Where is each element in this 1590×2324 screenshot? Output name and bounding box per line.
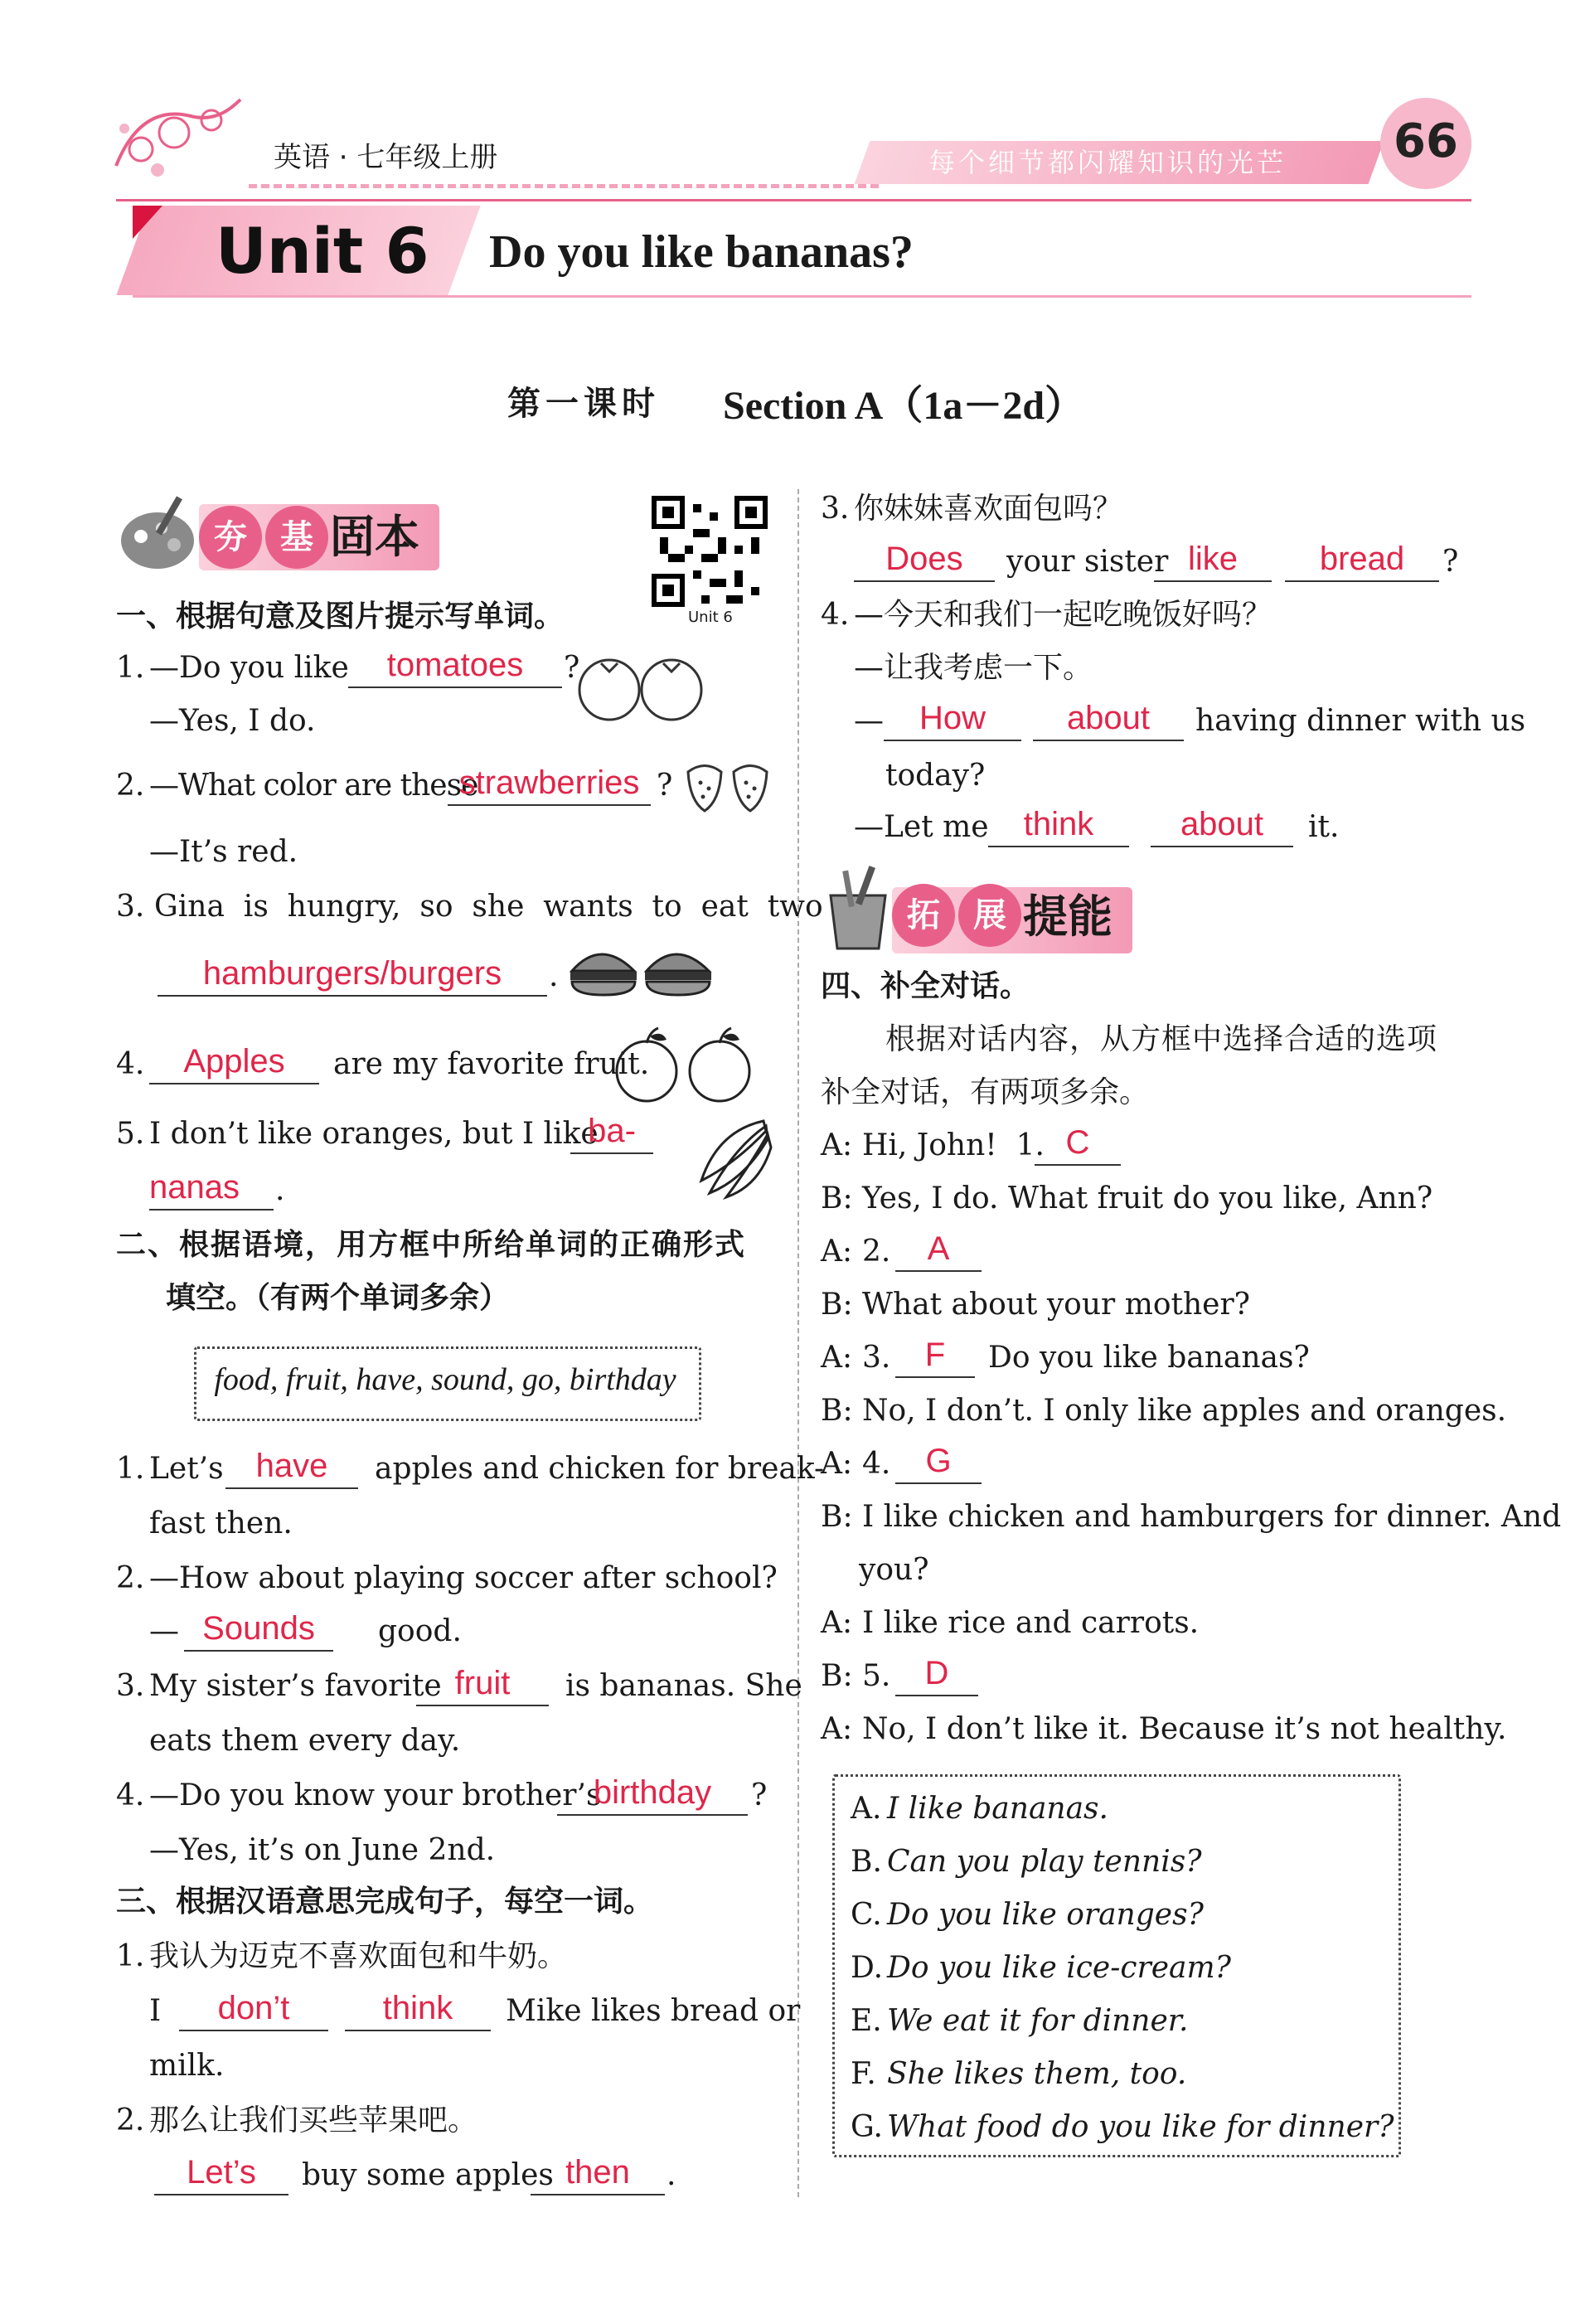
- p3q3-post: ?: [1442, 545, 1459, 579]
- p1q5-answer-2: nanas: [149, 1169, 240, 1206]
- dialog-answer: A: [927, 1230, 950, 1267]
- p3q3-answer-2: like: [1187, 541, 1239, 577]
- column-divider: [797, 489, 799, 2197]
- p3q2-blank-1: [154, 2194, 288, 2195]
- p3q2-mid: buy some apples: [302, 2158, 554, 2192]
- dialog-line: What about your mother?: [862, 1288, 1250, 1322]
- dialog-answer: G: [925, 1443, 952, 1479]
- p3q4-blank-3: [988, 846, 1129, 847]
- p3q1-cont: milk.: [149, 2049, 225, 2083]
- option-letter: E.: [851, 2004, 882, 2038]
- dialog-line: I like chicken and hamburgers for dinner. And: [862, 1500, 1562, 1534]
- p3q4-num: 4.: [821, 598, 850, 632]
- p3q4-post2: it.: [1308, 810, 1340, 844]
- part2-title-2: 填空。（有两个单词多余）: [166, 1281, 510, 1315]
- p2q2-answer: Sounds: [202, 1610, 315, 1647]
- p2q3-num: 3.: [116, 1669, 145, 1703]
- dialog-line: Yes, I do. What fruit do you like, Ann?: [862, 1181, 1433, 1215]
- p3q4-answer-3: think: [1023, 806, 1094, 842]
- dialog-line: 4.: [862, 1447, 891, 1481]
- p1q5-post: .: [275, 1173, 285, 1207]
- p3q4-answer-1: How: [919, 700, 986, 736]
- dialog-blank: [895, 1695, 978, 1696]
- qr-label: Unit 6: [688, 609, 733, 626]
- p3q3-answer-3: bread: [1319, 541, 1405, 577]
- dialog-blank: [895, 1482, 982, 1484]
- part4-title: 四、补全对话。: [821, 969, 1030, 1003]
- p3q2-answer-2: then: [565, 2154, 630, 2191]
- p3q2-blank-2: [531, 2194, 665, 2195]
- hamburgers-icon: [564, 934, 721, 1008]
- motto-text: 每个细节都闪耀知识的光芒: [928, 147, 1287, 178]
- p1q3-post: .: [549, 959, 559, 993]
- p2q4-reply: —Yes, it’s on June 2nd.: [149, 1833, 496, 1867]
- option-text: She likes them, too.: [887, 2057, 1187, 2091]
- p2q2-text: —How about playing soccer after school?: [149, 1561, 778, 1595]
- p1q3-text: Gina is hungry, so she wants to eat two: [154, 890, 823, 924]
- page-number: 66: [1394, 114, 1458, 168]
- p3q2-answer-1: Let’s: [187, 2154, 256, 2191]
- p1q3-answer: hamburgers/burgers: [202, 955, 502, 992]
- dialog-blank: [895, 1376, 975, 1378]
- option-letter: A.: [851, 1792, 882, 1826]
- unit-triangle: [133, 206, 162, 239]
- dialog-speaker: A:: [821, 1235, 853, 1269]
- p2q3-blank: [416, 1705, 549, 1706]
- option-text: Do you like oranges?: [887, 1898, 1204, 1932]
- p1q1-answer: tomatoes: [386, 647, 524, 683]
- p1q1-reply: —Yes, I do.: [149, 704, 316, 738]
- p1q1-pre: —Do you like: [149, 651, 349, 685]
- part4-instr-2: 补全对话，有两项多余。: [821, 1075, 1150, 1109]
- p3q3-blank-3: [1285, 580, 1439, 582]
- dialog-speaker: B:: [821, 1181, 853, 1215]
- p1q4-answer: Apples: [183, 1043, 285, 1080]
- p1q2-blank: [448, 804, 651, 806]
- dialog-blank: [1035, 1164, 1121, 1166]
- p3q4-blank-4: [1151, 846, 1293, 847]
- p3q4-chinese-2: —让我考虑一下。: [854, 651, 1093, 685]
- bucket-icon: [821, 862, 895, 953]
- wordbox-text: food, fruit, have, sound, go, birthday: [214, 1362, 676, 1397]
- p2q1-blank: [225, 1487, 358, 1489]
- p2q2-blank: [184, 1650, 333, 1652]
- option-letter: B.: [851, 1845, 882, 1879]
- p3q1-post: Mike likes bread or: [506, 1994, 801, 2028]
- dialog-speaker: A:: [821, 1341, 853, 1375]
- p3q2-num: 2.: [116, 2103, 145, 2137]
- p3q4-blank-1: [884, 740, 1021, 741]
- p3q3-num: 3.: [821, 492, 850, 526]
- unit-title: Do you like bananas?: [489, 226, 914, 278]
- option-text: Do you like ice-cream?: [887, 1951, 1231, 1985]
- p2q2-dash: —: [149, 1614, 179, 1648]
- header-rule: [116, 199, 1471, 201]
- strawberries-icon: [680, 751, 779, 818]
- dialog-line: No, I don’t. I only like apples and oranges.: [862, 1394, 1507, 1428]
- p1q3-num: 3.: [116, 890, 145, 924]
- p3q4-pre2: —Let me: [854, 810, 989, 844]
- p2q1-cont: fast then.: [149, 1506, 293, 1540]
- part2-title: 二、根据语境，用方框中所给单词的正确形式: [116, 1228, 747, 1262]
- part1-title: 一、根据句意及图片提示写单词。: [116, 599, 565, 633]
- p3q3-answer-1: Does: [885, 541, 963, 577]
- badge-extend-chars: [892, 884, 1025, 947]
- badge-basic-chars: [199, 506, 332, 569]
- book-title: 英语 · 七年级上册: [274, 141, 498, 174]
- apples-icon: [612, 1025, 761, 1104]
- p2q3-cont: eats them every day.: [149, 1724, 461, 1758]
- p2q3-pre: My sister’s favorite: [149, 1669, 442, 1703]
- p3q3-mid: your sister: [1006, 545, 1169, 579]
- badge-char-4: 展: [958, 884, 1021, 947]
- dialog-speaker: A:: [821, 1447, 853, 1481]
- option-letter: C.: [851, 1898, 882, 1932]
- p2q4-post: ?: [751, 1778, 768, 1812]
- badge-extend-text: 提能: [1023, 890, 1113, 943]
- p3q1-answer-2: think: [382, 1990, 453, 2026]
- p1q4-blank: [149, 1083, 319, 1084]
- p2q1-post: apples and chicken for break-: [375, 1452, 825, 1486]
- p1q2-post: ?: [657, 769, 673, 803]
- dialog-answer: F: [924, 1337, 946, 1373]
- p3q4-chinese: —今天和我们一起吃晚饭好吗？: [854, 598, 1272, 632]
- unit-label: Unit 6: [216, 214, 429, 288]
- p1q1-blank: [348, 687, 562, 688]
- p2q3-answer: fruit: [454, 1665, 511, 1701]
- p1q1-num: 1.: [116, 651, 145, 685]
- p3q4-answer-2: about: [1066, 700, 1151, 736]
- p3q4-blank-2: [1033, 740, 1184, 741]
- header-dashed-line: [249, 184, 879, 188]
- p2q4-pre: —Do you know your brother’s: [149, 1778, 602, 1812]
- p3q1-pre: I: [149, 1994, 162, 2028]
- p2q4-num: 4.: [116, 1778, 145, 1812]
- p3q4-answer-4: about: [1180, 806, 1264, 842]
- dialog-speaker: B:: [821, 1394, 853, 1428]
- option-text: Can you play tennis?: [887, 1845, 1202, 1879]
- option-letter: D.: [851, 1951, 884, 1985]
- part3-title: 三、根据汉语意思完成句子，每空一词。: [116, 1885, 654, 1919]
- p3q4-cont: today?: [885, 759, 986, 793]
- p3q2-post: .: [667, 2158, 676, 2192]
- p3q4-post: having dinner with us: [1195, 704, 1526, 738]
- option-letter: G.: [851, 2110, 883, 2144]
- p2q1-answer: have: [255, 1448, 328, 1484]
- dialog-line: you?: [859, 1553, 929, 1587]
- dialog-speaker: A:: [821, 1712, 853, 1746]
- tomatoes-icon: [572, 655, 713, 721]
- p1q5-num: 5.: [116, 1117, 145, 1151]
- p3q3-chinese: 你妹妹喜欢面包吗？: [854, 492, 1123, 526]
- lesson-label: 第一课时: [507, 385, 660, 423]
- p1q1-post: ?: [564, 651, 580, 685]
- dialog-speaker: B:: [821, 1659, 853, 1693]
- badge-char-1: 夯: [199, 506, 262, 569]
- p1q4-num: 4.: [116, 1047, 145, 1081]
- p3q1-blank-1: [179, 2030, 328, 2031]
- dialog-line: Hi, John! 1.: [862, 1128, 1045, 1162]
- badge-char-3: 拓: [892, 884, 955, 947]
- option-text: What food do you like for dinner?: [887, 2110, 1394, 2144]
- p1q5-blank-1: [570, 1152, 653, 1154]
- p1q2-answer: strawberries: [458, 764, 640, 801]
- p3q1-blank-2: [345, 2030, 491, 2031]
- p2q2-post: good.: [378, 1614, 462, 1648]
- palette-icon: [116, 491, 199, 574]
- badge-char-2: 基: [265, 506, 328, 569]
- p1q5-answer-1: ba-: [588, 1113, 636, 1149]
- p1q2-reply: —It’s red.: [149, 835, 298, 869]
- p1q2-num: 2.: [116, 769, 145, 803]
- dialog-speaker: A:: [821, 1606, 853, 1640]
- unit-rule: [133, 295, 1471, 298]
- dialog-speaker: A:: [821, 1128, 853, 1162]
- dialog-answer: C: [1065, 1124, 1090, 1161]
- p2q3-post: is bananas. She: [565, 1669, 802, 1703]
- p2q4-answer: birthday: [593, 1774, 712, 1811]
- p3q1-num: 1.: [116, 1939, 145, 1973]
- p1q5-text: I don’t like oranges, but I like: [149, 1117, 599, 1151]
- dialog-line: I like rice and carrots.: [862, 1606, 1200, 1640]
- dialog-answer: D: [924, 1655, 949, 1691]
- dialog-line: 3.: [862, 1341, 891, 1375]
- dialog-line-post: Do you like bananas?: [988, 1341, 1310, 1375]
- dialog-speaker: B:: [821, 1288, 853, 1322]
- section-label: Section A（1a－2d）: [723, 384, 1085, 428]
- dialog-line: 5.: [862, 1659, 891, 1693]
- p2q4-blank: [557, 1814, 748, 1816]
- dialog-line: 2.: [862, 1235, 891, 1269]
- option-letter: F.: [851, 2057, 876, 2091]
- p3q3-blank-1: [854, 580, 995, 582]
- badge-basic-text: 固本: [330, 511, 419, 563]
- header-flower-decoration: [108, 91, 249, 182]
- dialog-speaker: B:: [821, 1500, 853, 1534]
- dialog-line: No, I don’t like it. Because it’s not healthy.: [862, 1712, 1507, 1746]
- p1q3-blank: [158, 995, 547, 997]
- option-text: We eat it for dinner.: [887, 2004, 1189, 2038]
- p1q4-text: are my favorite fruit.: [333, 1047, 650, 1081]
- p2q1-pre: Let’s: [149, 1452, 224, 1486]
- bananas-icon: [685, 1114, 776, 1201]
- p3q1-answer-1: don’t: [217, 1990, 290, 2026]
- p3q4-dash: —: [854, 704, 884, 738]
- p2q2-num: 2.: [116, 1561, 145, 1595]
- qr-code-icon: [652, 496, 768, 607]
- p1q5-blank-2: [149, 1209, 274, 1211]
- part4-instr-1: 根据对话内容，从方框中选择合适的选项: [885, 1022, 1438, 1056]
- p2q1-num: 1.: [116, 1452, 145, 1486]
- p3q3-blank-2: [1154, 580, 1272, 582]
- option-text: I like bananas.: [887, 1792, 1108, 1826]
- dialog-blank: [895, 1270, 982, 1272]
- p3q2-chinese: 那么让我们买些苹果吧。: [149, 2103, 478, 2137]
- p3q1-chinese: 我认为迈克不喜欢面包和牛奶。: [149, 1939, 568, 1973]
- p1q2-pre: —What color are these: [149, 769, 478, 803]
